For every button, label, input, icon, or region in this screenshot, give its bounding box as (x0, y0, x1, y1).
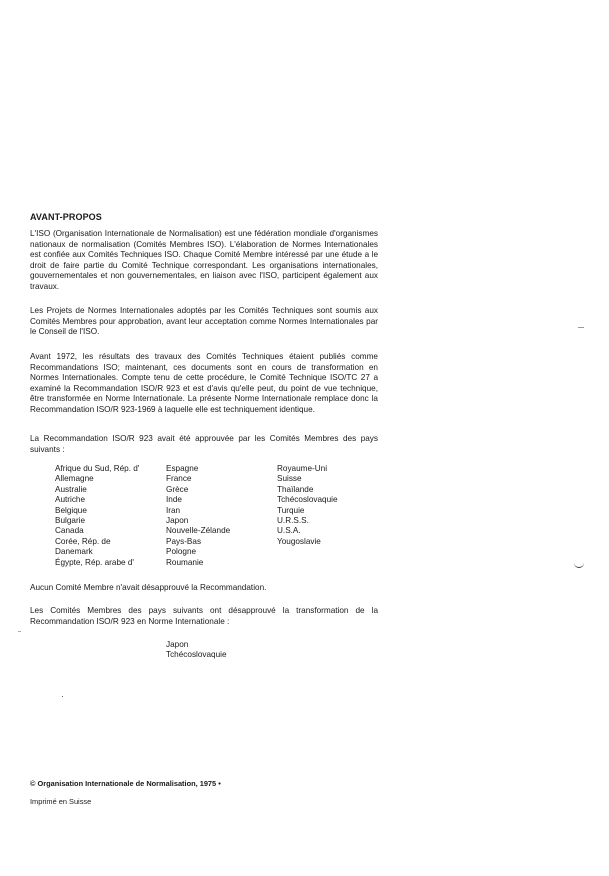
approving-countries-column-2 (166, 464, 230, 568)
approving-countries-column-1 (55, 464, 139, 568)
scan-mark (578, 327, 584, 328)
copyright-notice: © Organisation Internationale de Normalisation, 1975 • (30, 779, 221, 788)
country-item: Corée, Rép. de (55, 536, 111, 546)
paragraph-history: Avant 1972, les résultats des travaux des Comités Techniques étaient publiés comme Recommandations ISO; maintenant, ces documents sont en cours de transformation en Normes Internationales. Compte tenu de cette procédure, le Comité Technique ISO/TC 27 a examiné la Recommandation ISO/R 923 et est d'avis qu'elle peut, du point de vue technique, être transformée en Norme Internationale. La présente Norme Internationale remplace donc la Recommandation ISO/R 923-1969 à laquelle elle est techniquement identique. (30, 352, 378, 414)
country-item: Tchécoslovaquie (277, 495, 338, 505)
no-disapproval-note: Aucun Comité Membre n'avait désapprouvé la Recommandation. (30, 583, 267, 592)
country-item: Grèce (166, 484, 189, 494)
country-item: Yougoslavie (277, 536, 321, 546)
country-item: France (166, 474, 192, 484)
disapproving-countries-list (166, 640, 227, 661)
country-item: Canada (55, 526, 84, 536)
country-item: Bulgarie (55, 516, 86, 526)
country-item: Japon (166, 516, 189, 526)
approving-countries-column-3 (277, 464, 338, 547)
country-item: Afrique du Sud, Rép. d' (55, 464, 140, 473)
scan-mark (18, 631, 21, 632)
paragraph-draft-approval: Les Projets de Normes Internationales adoptés par les Comités Techniques sont soumis aux Comités Membres pour approbation, avant leur acceptation comme Normes Internationales par le Conseil de l'ISO. (30, 306, 378, 336)
country-item: Royaume-Uni (277, 464, 328, 473)
country-item: Espagne (166, 464, 199, 473)
printed-in-note: Imprimé en Suisse (30, 797, 92, 806)
country-item: Iran (166, 505, 181, 515)
scan-mark (574, 561, 584, 568)
country-item: Égypte, Rép. arabe d' (55, 557, 134, 567)
country-item: Inde (166, 495, 182, 505)
country-item: Japon (166, 640, 189, 649)
country-item: U.R.S.S. (277, 516, 309, 526)
country-item: Allemagne (55, 474, 94, 484)
disapproval-intro: Les Comités Membres des pays suivants ont désapprouvé la transformation de la Recommandation ISO/R 923 en Norme Internationale : (30, 606, 378, 626)
country-item: Pays-Bas (166, 536, 202, 546)
country-item: Pologne (166, 547, 197, 557)
country-item: Thaïlande (277, 484, 314, 494)
country-item: Suisse (277, 474, 302, 484)
country-item: Australie (55, 484, 87, 494)
country-item: Belgique (55, 505, 87, 515)
country-item: Danemark (55, 547, 93, 557)
scan-mark (62, 696, 63, 697)
country-item: Nouvelle-Zélande (166, 526, 231, 536)
country-item: Autriche (55, 495, 86, 505)
section-heading: AVANT-PROPOS (30, 212, 102, 222)
paragraph-iso-intro: L'ISO (Organisation Internationale de Normalisation) est une fédération mondiale d'organismes nationaux de normalisation (Comités Membres ISO). L'élaboration de Normes Internationales est confiée aux Comités Techniques ISO. Chaque Comité Membre intéressé par une étude a le droit de faire partie du Comité Technique correspondant. Les organisations internationales, gouvernementales et non gouvernementales, en liaison avec l'ISO, participent également aux travaux. (30, 229, 378, 291)
country-item: U.S.A. (277, 526, 301, 536)
country-item: Roumanie (166, 557, 204, 567)
country-item: Turquie (277, 505, 305, 515)
paragraph-approval-intro: La Recommandation ISO/R 923 avait été approuvée par les Comités Membres des pays suivants : (30, 434, 378, 454)
country-item: Tchécoslovaquie (166, 650, 227, 660)
